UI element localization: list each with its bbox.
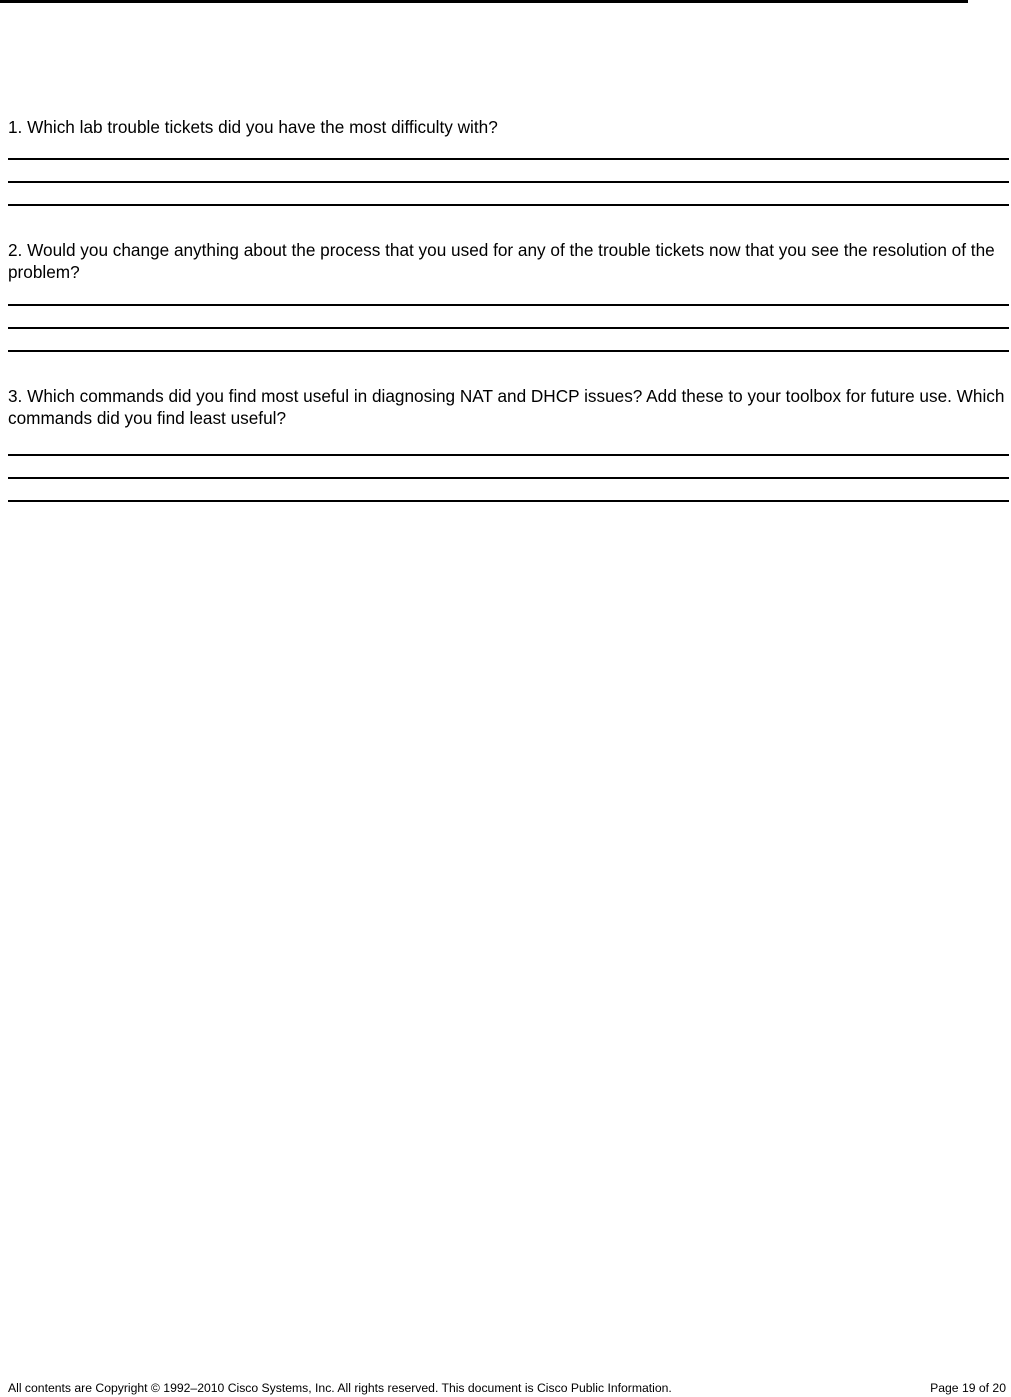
question-2-text: 2. Would you change anything about the process that you used for any of the trouble tickets now that you see the resolution of the problem?	[8, 240, 995, 282]
question-3-answer-line-2[interactable]	[8, 477, 1009, 479]
question-1-text: 1. Which lab trouble tickets did you have the most difficulty with?	[8, 117, 498, 137]
question-2-answer-line-2[interactable]	[8, 327, 1009, 329]
footer-page-number: Page 19 of 20	[930, 1381, 1006, 1395]
question-1-answer-line-3[interactable]	[8, 204, 1009, 206]
question-2-answer-line-1[interactable]	[8, 304, 1009, 306]
question-3-answer-line-1[interactable]	[8, 454, 1009, 456]
question-2-answer-line-3[interactable]	[8, 350, 1009, 352]
header-rule	[0, 0, 968, 3]
question-1-answer-line-2[interactable]	[8, 181, 1009, 183]
question-1-answer-line-1[interactable]	[8, 158, 1009, 160]
footer-copyright: All contents are Copyright © 1992–2010 Cisco Systems, Inc. All rights reserved. This document is Cisco Public Information.	[8, 1381, 672, 1395]
question-3-text: 3. Which commands did you find most useful in diagnosing NAT and DHCP issues? Add these to your toolbox for future use. Which commands did you find least useful?	[8, 386, 1005, 428]
question-3-answer-line-3[interactable]	[8, 500, 1009, 502]
